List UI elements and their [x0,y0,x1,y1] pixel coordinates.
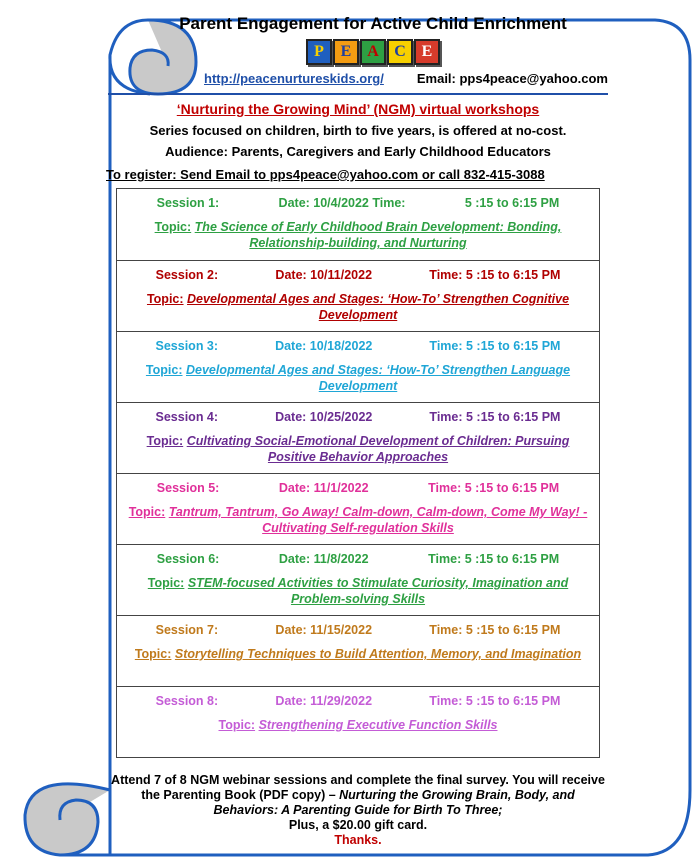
website-link[interactable]: http://peacenurtureskids.org/ [204,71,384,86]
session-number: Session 8: [155,694,219,708]
topic-label: Topic: [147,576,185,590]
session-time: Time: 5 :15 to 6:15 PM [429,410,561,424]
session-number: Session 2: [155,268,219,282]
divider [108,93,608,95]
session-row [117,402,599,473]
register-line: To register: Send Email to pps4peace@yahoo.com or call 832-415-3088 [106,167,545,182]
topic-label: Topic: [128,505,166,519]
topic-title: Cultivating Social-Emotional Development of Children: Pursuing Positive Behavior Approaches [186,434,570,464]
session-row [117,686,599,757]
logo-block: E [333,39,359,65]
contact-row [108,71,608,86]
topic-label: Topic: [134,647,172,661]
session-row [117,544,599,615]
series-line: Series focused on children, birth to five years, is offered at no-cost. [149,123,567,138]
thanks-text: Thanks. [334,833,382,847]
session-row [117,260,599,331]
session-date: Date: 11/29/2022 [275,694,373,708]
topic-title: Tantrum, Tantrum, Go Away! Calm-down, Calm-down, Come My Way! - Cultivating Self-regulation Skills [168,505,588,535]
topic-title: STEM-focused Activities to Stimulate Curiosity, Imagination and Problem-solving Skills [187,576,569,606]
logo-block: C [387,39,413,65]
session-number: Session 4: [155,410,219,424]
audience-line: Audience: Parents, Caregivers and Early Childhood Educators [165,144,551,159]
session-time: Time: 5 :15 to 6:15 PM [429,268,561,282]
topic-title: Developmental Ages and Stages: ‘How-To’ Strengthen Language Development [185,363,571,393]
topic-title: The Science of Early Childhood Brain Development: Bonding, Relationship-building, and Nurturing [194,220,562,250]
topic-label: Topic: [145,363,183,377]
session-date: Date: 11/15/2022 [275,623,373,637]
topic-label: Topic: [218,718,256,732]
workshop-title: ‘Nurturing the Growing Mind’ (NGM) virtual workshops [176,101,540,117]
session-date: Date: 11/1/2022 [278,481,369,495]
topic-label: Topic: [146,434,184,448]
session-number: Session 7: [155,623,219,637]
session-row [117,331,599,402]
session-date: Date: 10/11/2022 [275,268,373,282]
session-number: Session 1: [156,196,220,210]
peace-logo [138,39,608,65]
session-time: Time: 5 :15 to 6:15 PM [428,481,560,495]
logo-block: A [360,39,386,65]
logo-block: P [306,39,332,65]
session-row [117,615,599,686]
topic-title: Developmental Ages and Stages: ‘How-To’ Strengthen Cognitive Development [187,292,570,322]
session-number: Session 6: [156,552,220,566]
session-time: Time: 5 :15 to 6:15 PM [429,339,561,353]
session-time: Time: 5 :15 to 6:15 PM [428,552,560,566]
session-date: Date: 10/18/2022 [275,339,373,353]
flyer-content [108,12,608,848]
session-row [117,473,599,544]
session-date: Date: 11/8/2022 [278,552,369,566]
topic-title: Storytelling Techniques to Build Attention, Memory, and Imagination [174,647,582,661]
topic-label: Topic: [146,292,184,306]
topic-title: Strengthening Executive Function Skills [258,718,498,732]
session-time: 5 :15 to 6:15 PM [464,196,560,210]
footer-line2: Plus, a $20.00 gift card. [288,818,428,832]
org-title: Parent Engagement for Active Child Enrichment [179,14,567,33]
footer-text [108,773,608,848]
logo-block: E [414,39,440,65]
session-number: Session 5: [156,481,220,495]
email-line: Email: pps4peace@yahoo.com [416,71,608,86]
book-title: Nurturing the Growing Brain, Body, and Behaviors: A Parenting Guide for Birth To Three; [213,788,575,817]
session-row [117,189,599,260]
session-date: Date: 10/25/2022 [275,410,373,424]
topic-label: Topic: [154,220,192,234]
session-date: Date: 10/4/2022 Time: [278,196,406,210]
session-time: Time: 5 :15 to 6:15 PM [429,694,561,708]
session-time: Time: 5 :15 to 6:15 PM [429,623,561,637]
session-number: Session 3: [155,339,219,353]
sessions-table [116,188,600,758]
footer-line1: Attend 7 of 8 NGM webinar sessions and complete the final survey. You will receive the Parenting Book (PDF copy) – [111,773,605,802]
